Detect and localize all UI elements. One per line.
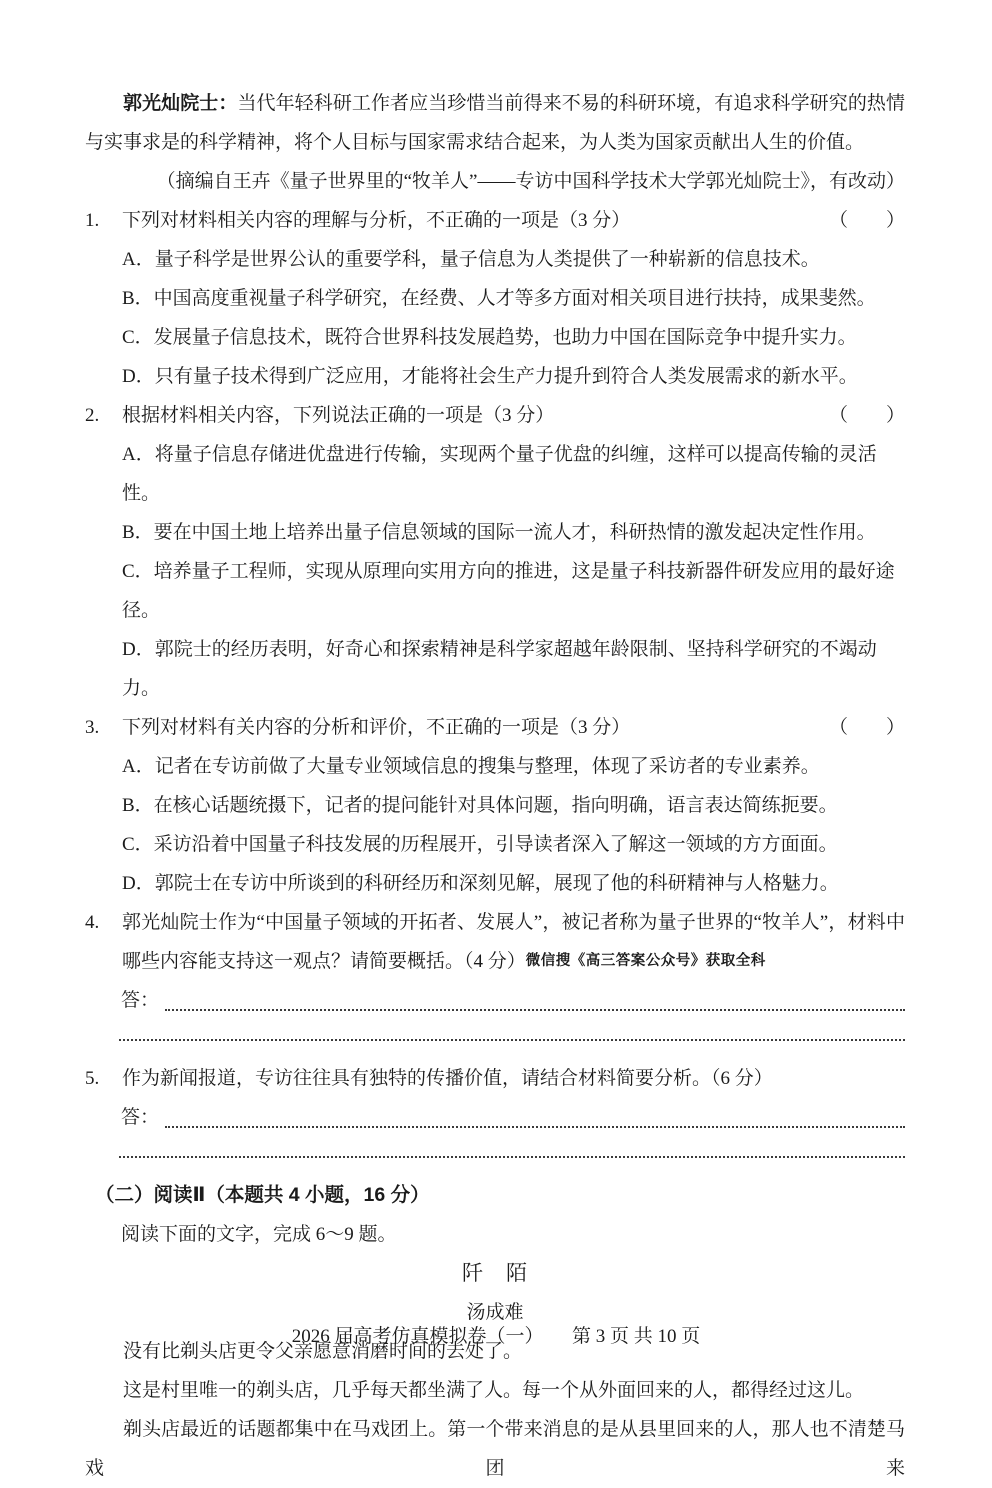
option-c: C．培养量子工程师，实现从原理向实用方向的推进，这是量子科技新器件研发应用的最好途径。 bbox=[122, 561, 895, 621]
answer-dotted-line bbox=[165, 1098, 905, 1128]
question-4-stem-row bbox=[85, 903, 905, 981]
question-3 bbox=[85, 708, 905, 903]
question-stem: 根据材料相关内容，下列说法正确的一项是（3 分） bbox=[122, 405, 555, 426]
option-a: A．记者在专访前做了大量专业领域信息的搜集与整理，体现了采访者的专业素养。 bbox=[122, 756, 820, 777]
question-stem: 作为新闻报道，专访往往具有独特的传播价值，请结合材料简要分析。（6 分） bbox=[122, 1068, 773, 1089]
story-paragraph-1: 没有比剃头店更令父亲愿意消磨时间的去处了。 bbox=[123, 1341, 523, 1362]
question-stem: 下列对材料有关内容的分析和评价，不正确的一项是（3 分） bbox=[122, 717, 631, 738]
question-1 bbox=[85, 201, 905, 396]
page-footer: 2026 届高考仿真模拟卷（一） 第 3 页 共 10 页 bbox=[291, 1326, 701, 1347]
answer-dotted-line-2 bbox=[119, 1020, 905, 1059]
option-b: B．中国高度重视量子科学研究，在经费、人才等多方面对相关项目进行扶持，成果斐然。 bbox=[122, 288, 876, 309]
answer-dotted-line bbox=[165, 981, 905, 1011]
story-paragraph-2: 这是村里唯一的剃头店，几乎每天都坐满了人。每一个从外面回来的人，都得经过这儿。 bbox=[123, 1380, 865, 1401]
story-title: 阡 陌 bbox=[462, 1261, 528, 1285]
answer-label: 答： bbox=[121, 990, 160, 1011]
option-c: C．采访沿着中国量子科技发展的历程展开，引导读者深入了解这一领域的方方面面。 bbox=[122, 834, 838, 855]
question-stem bbox=[122, 903, 905, 981]
question-number: 4. bbox=[85, 912, 100, 933]
question-number: 3. bbox=[85, 717, 100, 738]
answer-line-row bbox=[85, 981, 905, 1020]
page-content bbox=[85, 84, 905, 1488]
watermark-text: 微信搜《高三答案公众号》获取全科 bbox=[525, 953, 766, 969]
answer-line-row bbox=[85, 1098, 905, 1137]
option-b: B．在核心话题统摄下，记者的提问能针对具体问题，指向明确，语言表达简练扼要。 bbox=[122, 795, 838, 816]
question-4 bbox=[85, 903, 905, 1059]
question-2 bbox=[85, 396, 905, 708]
option-d: D．只有量子技术得到广泛应用，才能将社会生产力提升到符合人类发展需求的新水平。 bbox=[122, 366, 858, 387]
option-b: B．要在中国土地上培养出量子信息领域的国际一流人才，科研热情的激发起决定性作用。 bbox=[122, 522, 876, 543]
option-a: A．量子科学是世界公认的重要学科，量子信息为人类提供了一种崭新的信息技术。 bbox=[122, 249, 820, 270]
intro-paragraph bbox=[85, 84, 905, 162]
option-c: C．发展量子信息技术，既符合世界科技发展趋势，也助力中国在国际竞争中提升实力。 bbox=[122, 327, 857, 348]
section-2-header: （二）阅读Ⅱ（本题共 4 小题，16 分） bbox=[95, 1184, 430, 1206]
question-5 bbox=[85, 1059, 905, 1176]
answer-label: 答： bbox=[121, 1107, 160, 1128]
question-stem-text: 郭光灿院士作为“中国量子领域的开拓者、发展人”，被记者称为量子世界的“牧羊人”，材料中哪些内容能支持这一观点？请简要概括。（4 分） bbox=[122, 912, 905, 972]
story-author: 汤成难 bbox=[466, 1302, 524, 1323]
option-d: D．郭院士的经历表明，好奇心和探索精神是科学家超越年龄限制、坚持科学研究的不竭动力。 bbox=[122, 639, 877, 699]
question-2-stem-row bbox=[85, 396, 905, 435]
option-d: D．郭院士在专访中所谈到的科研经历和深刻见解，展现了他的科研精神与人格魅力。 bbox=[122, 873, 839, 894]
answer-bracket: （ ） bbox=[828, 717, 905, 738]
intro-text: 当代年轻科研工作者应当珍惜当前得来不易的科研环境，有追求科学研究的热情与实事求是的科学精神，将个人目标与国家需求结合起来，为人类为国家贡献出人生的价值。 bbox=[85, 93, 905, 153]
question-3-stem-row bbox=[85, 708, 905, 747]
reading-instruction: 阅读下面的文字，完成 6～9 题。 bbox=[121, 1224, 397, 1245]
question-5-stem-row bbox=[85, 1059, 905, 1098]
question-number: 1. bbox=[85, 210, 100, 231]
question-number: 5. bbox=[85, 1068, 100, 1089]
question-1-stem-row bbox=[85, 201, 905, 240]
option-a: A．将量子信息存储进优盘进行传输，实现两个量子优盘的纠缠，这样可以提高传输的灵活性。 bbox=[122, 444, 877, 504]
answer-bracket: （ ） bbox=[828, 405, 905, 426]
answer-dotted-line-2 bbox=[119, 1137, 905, 1176]
question-number: 2. bbox=[85, 405, 100, 426]
answer-bracket: （ ） bbox=[828, 210, 905, 231]
source-attribution: （摘编自王卉《量子世界里的“牧羊人”——专访中国科学技术大学郭光灿院士》，有改动） bbox=[156, 171, 905, 192]
speaker-name: 郭光灿院士： bbox=[123, 93, 238, 114]
story-paragraph-3: 剃头店最近的话题都集中在马戏团上。第一个带来消息的是从县里回来的人，那人也不清楚马戏团来 bbox=[85, 1419, 905, 1479]
question-stem: 下列对材料相关内容的理解与分析，不正确的一项是（3 分） bbox=[122, 210, 631, 231]
